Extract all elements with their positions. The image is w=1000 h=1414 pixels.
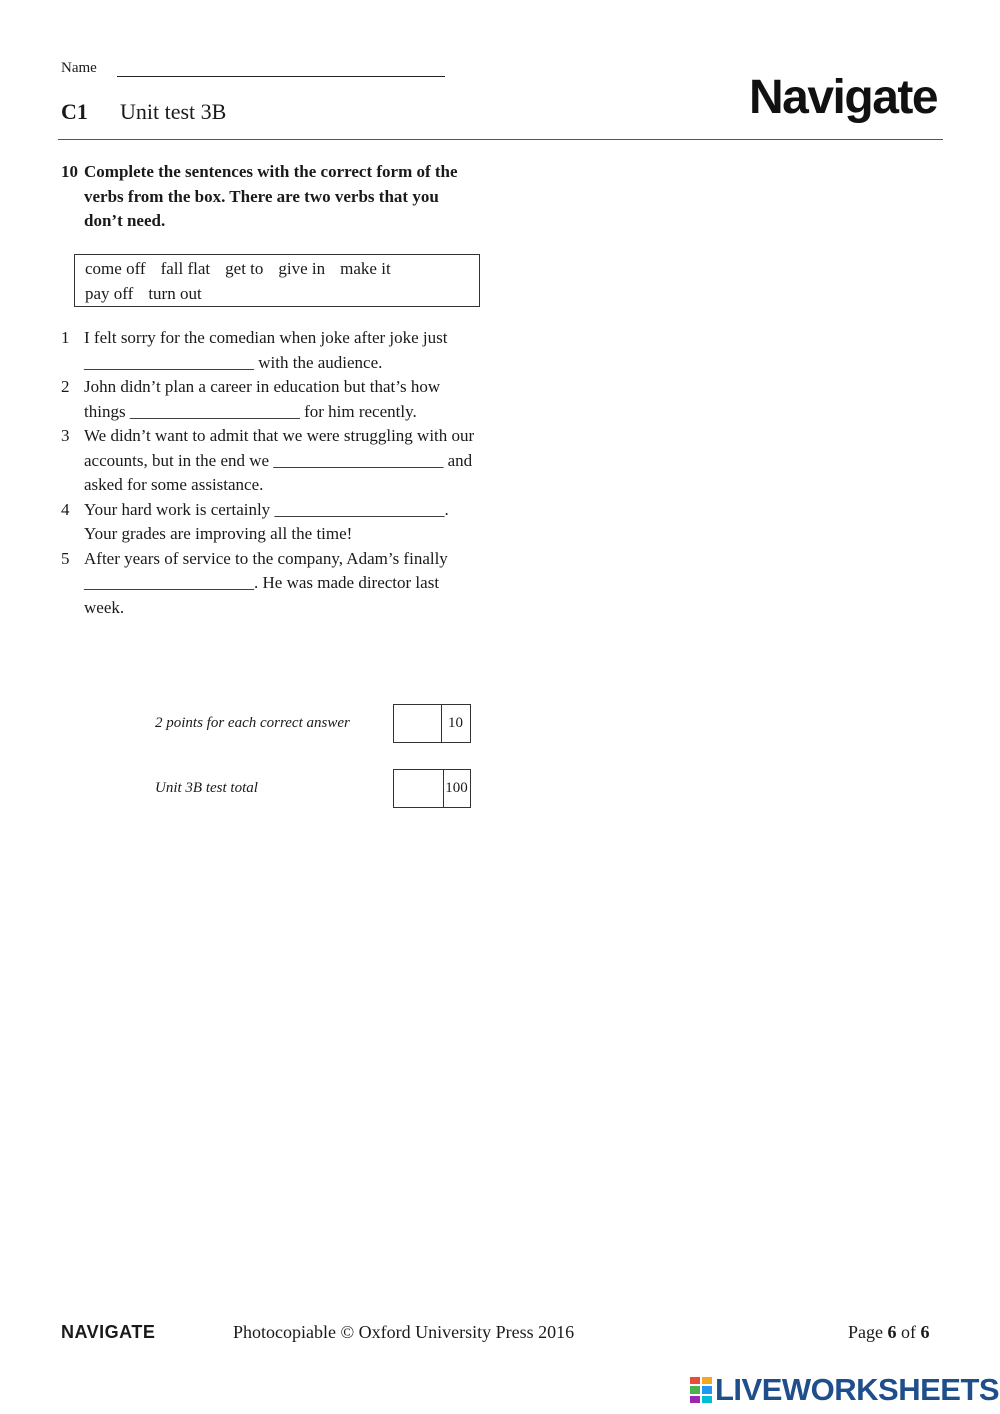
points-label: 2 points for each correct answer	[155, 715, 350, 731]
name-label: Name	[61, 60, 97, 76]
question-text-before: John didn’t plan a career in education but that’s how things	[84, 377, 441, 421]
question-text-after: with the audience.	[254, 352, 383, 372]
question-list	[61, 326, 481, 620]
points-score-box	[393, 704, 471, 743]
word-box-item: give in	[278, 259, 326, 278]
question-item	[61, 375, 481, 424]
question-text-before: Your hard work is certainly	[84, 499, 275, 519]
question-text-after: . He was made director last week.	[84, 573, 440, 617]
word-box-item: get to	[225, 259, 264, 278]
word-box-item: turn out	[148, 283, 202, 303]
footer-copyright: Photocopiable © Oxford University Press 2016	[233, 1322, 575, 1342]
liveworksheets-watermark	[690, 1372, 999, 1408]
answer-blank[interactable]: ____________________	[129, 401, 300, 421]
answer-blank[interactable]: ____________________	[274, 499, 445, 519]
question-item	[61, 424, 481, 498]
page-total: 6	[920, 1322, 930, 1342]
question-text-after: . Your grades are improving all the time!	[84, 499, 449, 543]
total-score-input[interactable]	[394, 770, 444, 807]
task-number: 10	[61, 162, 78, 181]
liveworksheets-text: LIVEWORKSHEETS	[715, 1372, 1000, 1407]
navigate-logo: Navigate	[749, 71, 938, 124]
total-max: 100	[445, 780, 468, 796]
question-text-before: After years of service to the company, Adam’s finally	[84, 548, 448, 568]
points-max: 10	[448, 715, 463, 731]
name-row	[61, 60, 445, 77]
page-number	[848, 1322, 930, 1343]
page-current: 6	[887, 1322, 897, 1342]
question-text-after: and asked for some assistance.	[84, 450, 473, 494]
word-box-item: pay off	[85, 283, 134, 303]
unit-title: Unit test 3B	[120, 99, 227, 124]
answer-blank[interactable]: ____________________	[273, 450, 444, 470]
question-text-before: We didn’t want to admit that we were struggling with our accounts, but in the end we	[84, 426, 475, 470]
page-of: of	[896, 1322, 921, 1342]
question-number: 3	[61, 426, 70, 445]
level-label: C1	[61, 99, 88, 124]
task-text: Complete the sentences with the correct form of the verbs from the box. There are two verbs that you don’t need.	[84, 162, 458, 230]
header-divider	[58, 139, 943, 140]
total-score-box	[393, 769, 471, 808]
points-score-input[interactable]	[394, 705, 442, 742]
name-input-line[interactable]	[117, 63, 445, 77]
question-number: 2	[61, 377, 70, 396]
question-number: 4	[61, 499, 70, 519]
total-label: Unit 3B test total	[155, 780, 258, 796]
question-item	[61, 547, 481, 621]
question-item	[61, 326, 481, 375]
word-box-item: make it	[340, 259, 391, 278]
word-box-item: fall flat	[160, 259, 211, 278]
liveworksheets-logo-icon	[690, 1377, 712, 1403]
word-box-item: come off	[85, 259, 146, 278]
word-box	[74, 254, 480, 307]
page-prefix: Page	[848, 1322, 888, 1342]
answer-blank[interactable]: ____________________	[84, 352, 254, 372]
footer-brand: NAVIGATE	[61, 1322, 156, 1342]
answer-blank[interactable]: ____________________	[84, 573, 254, 592]
question-text-before: I felt sorry for the comedian when joke after joke just	[84, 328, 448, 347]
question-item	[61, 498, 481, 547]
question-number: 5	[61, 548, 70, 568]
question-text-after: for him recently.	[299, 401, 417, 421]
question-number: 1	[61, 328, 70, 347]
task-instruction	[61, 160, 481, 234]
